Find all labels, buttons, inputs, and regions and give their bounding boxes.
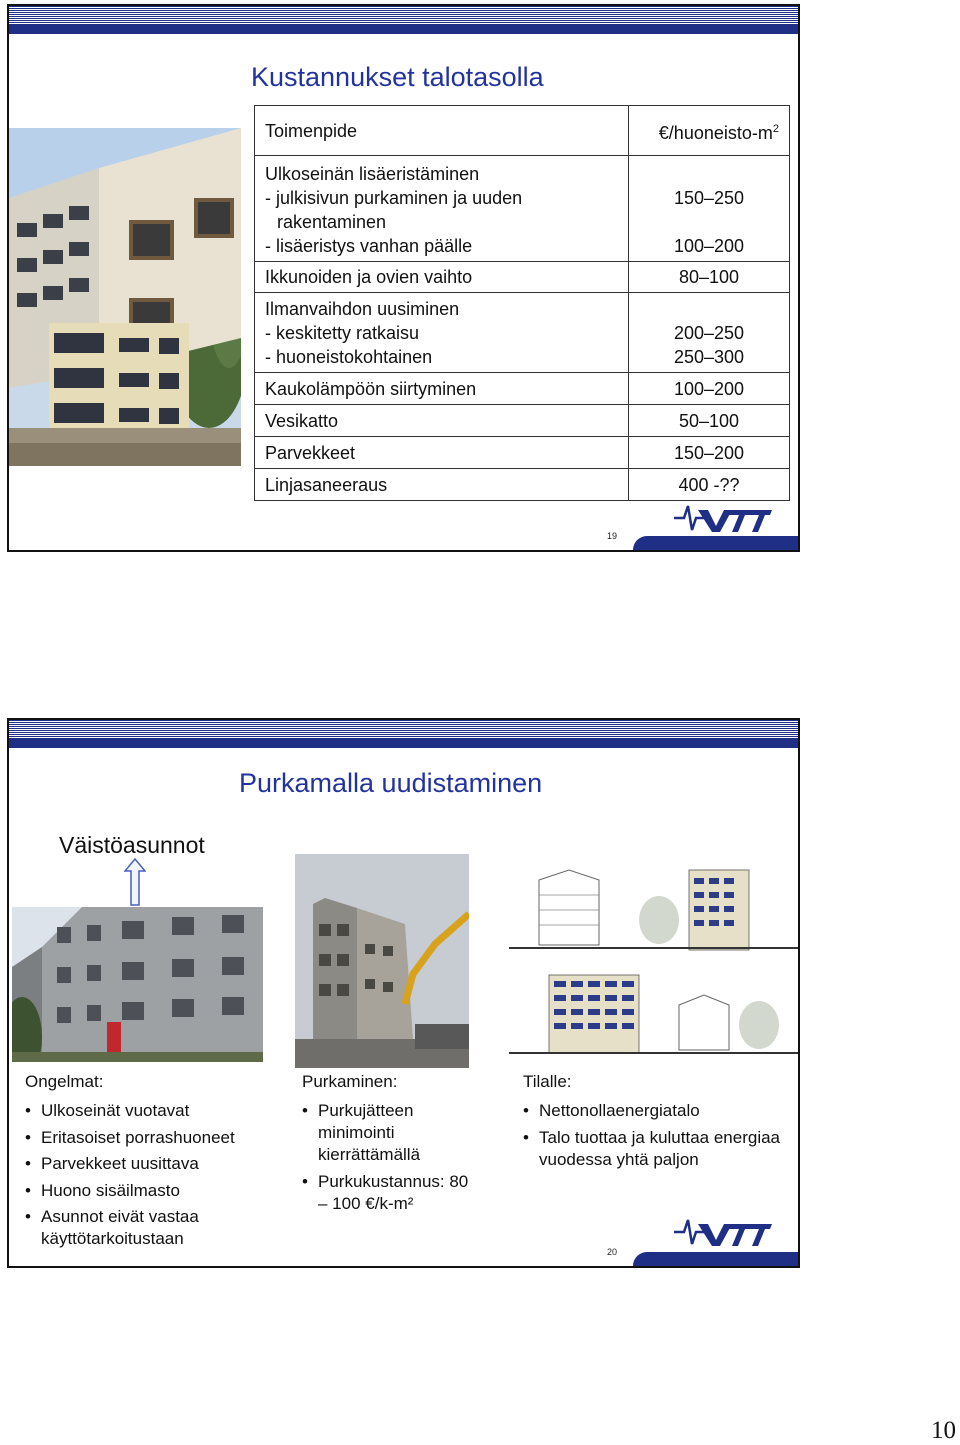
document-page-number: 10: [931, 1417, 956, 1444]
table-cell-value: 150–200: [629, 437, 790, 469]
apartment-building-photo: [9, 128, 241, 466]
table-cell-action: Kaukolämpöön siirtyminen: [255, 373, 629, 405]
table-cell-value: 80–100: [629, 262, 790, 293]
vtt-logo: [674, 500, 774, 539]
cost-table: [254, 105, 790, 501]
new-building-drawing-bottom: [509, 965, 799, 1065]
slide-title: Kustannukset talotasolla: [251, 62, 544, 92]
table-row: [255, 405, 790, 437]
list-item: • Eritasoiset porrashuoneet: [25, 1127, 275, 1149]
table-cell-action: Vesikatto: [255, 405, 629, 437]
replacement-heading: Tilalle:: [523, 1072, 572, 1091]
table-header-row: [255, 106, 790, 156]
old-building-photo: [12, 907, 263, 1062]
demolition-heading: Purkaminen:: [302, 1072, 398, 1091]
list-item: • Huono sisäilmasto: [25, 1180, 275, 1202]
list-item: • Asunnot eivät vastaa käyttötarkoitustaan: [25, 1206, 221, 1250]
table-cell-action: Ulkoseinän lisäeristäminen - julkisivun purkaminen ja uuden rakentaminen - lisäeristys vanhan päälle: [255, 156, 629, 262]
table-row: [255, 437, 790, 469]
list-item: • Purkukustannus: 80 – 100 €/k-m²: [302, 1171, 472, 1215]
header-action: Toimenpide: [255, 106, 629, 156]
table-cell-action: Ikkunoiden ja ovien vaihto: [255, 262, 629, 293]
table-row: [255, 469, 790, 501]
arrow-up-icon: [124, 858, 146, 911]
table-row: [255, 262, 790, 293]
page-number: 19: [607, 531, 618, 541]
table-cell-value: 400 -??: [629, 469, 790, 501]
slide-header-bar-solid: [9, 25, 798, 34]
page-number: 20: [607, 1247, 618, 1257]
table-row: [255, 373, 790, 405]
list-item: • Parvekkeet uusittava: [25, 1153, 275, 1175]
table-cell-value: 200–250 250–300: [629, 293, 790, 373]
demolition-list: [302, 1100, 472, 1219]
table-cell-value: 150–250 100–200: [629, 156, 790, 262]
table-cell-value: 100–200: [629, 373, 790, 405]
table-cell-action: Parvekkeet: [255, 437, 629, 469]
table-cell-action: Linjasaneeraus: [255, 469, 629, 501]
list-item: • Talo tuottaa ja kuluttaa energiaa vuodessa yhtä paljon: [523, 1127, 799, 1171]
temporary-housing-label: Väistöasunnot: [59, 832, 205, 858]
table-cell-value: 50–100: [629, 405, 790, 437]
list-item: • Ulkoseinät vuotavat: [25, 1100, 275, 1122]
new-building-drawing-top: [509, 860, 799, 960]
vtt-logo: [674, 1214, 774, 1253]
problems-list: [25, 1100, 275, 1255]
header-unit: $€/huoneisto-m^2$: [629, 106, 790, 156]
slide-20: [7, 718, 800, 1268]
replacement-list: [523, 1100, 799, 1175]
footer-bar: [633, 1252, 798, 1266]
table-row: [255, 293, 790, 373]
list-item: • Nettonollaenergiatalo: [523, 1100, 799, 1122]
slide-19: [7, 4, 800, 552]
slide-title: Purkamalla uudistaminen: [239, 768, 543, 798]
list-item: • Purkujätteen minimointi kierrättämällä: [302, 1100, 472, 1166]
table-cell-action: Ilmanvaihdon uusiminen - keskitetty ratkaisu - huoneistokohtainen: [255, 293, 629, 373]
demolition-photo: [295, 854, 469, 1068]
table-row: [255, 156, 790, 262]
slide-header-bar-solid: [9, 739, 798, 748]
problems-heading: Ongelmat:: [25, 1072, 104, 1091]
